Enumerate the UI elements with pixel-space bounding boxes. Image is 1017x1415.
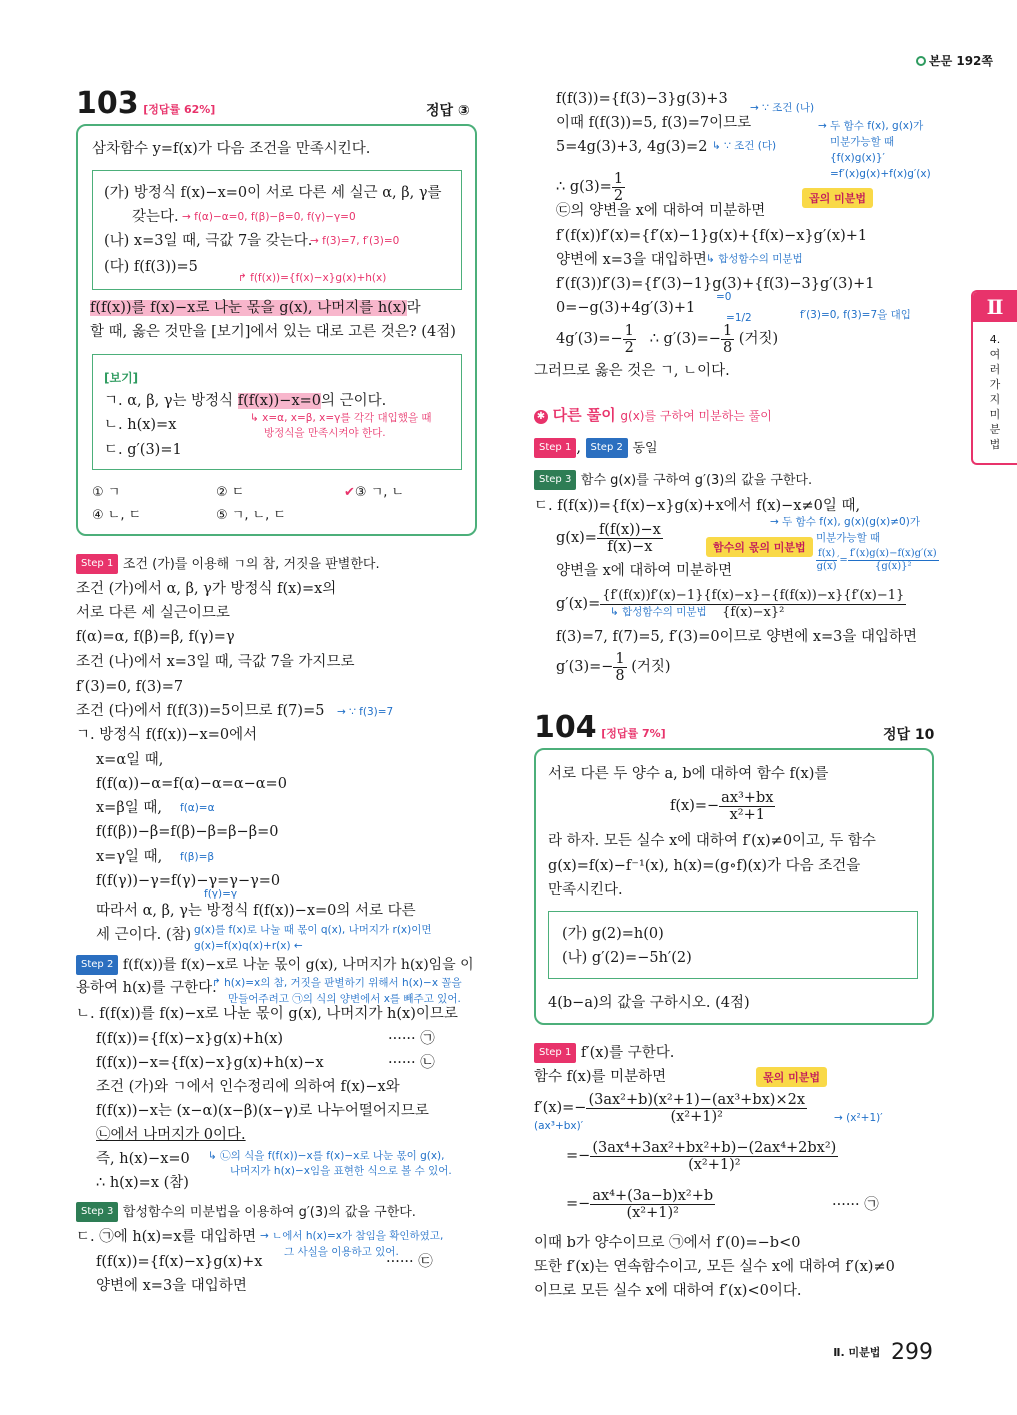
problem-103-header: [76, 86, 215, 121]
step1-line: ㄱ. 방정식 f(f(x))−x=0에서: [76, 727, 258, 743]
step1-note-fa: f(α)=α: [180, 802, 215, 814]
derivative-line-3: =− $\frac{\text{ax⁴+(3a−b)x²+b}}{\text{(x²+1)²}}$: [566, 1187, 714, 1221]
choice-4[interactable]: ④ ㄴ, ㄷ: [92, 508, 142, 523]
step2-line: 조건 (가)와 ㄱ에서 인수정리에 의하여 f(x)−x와: [96, 1079, 400, 1095]
problem-104-line: 서로 다른 두 양수 a, b에 대하여 함수 f(x)를: [548, 766, 829, 782]
derivative-note: → (x²+1)′: [834, 1112, 883, 1124]
step2-line: f(f(x))={f(x)−x}g(x)+h(x): [96, 1031, 284, 1047]
step1-line: x=α일 때,: [96, 752, 164, 768]
step2-line: ㉡에서 나머지가 0이다.: [96, 1127, 246, 1143]
chapter-tab: [971, 290, 1017, 465]
choice-5[interactable]: ⑤ ㄱ, ㄴ, ㄷ: [216, 508, 286, 523]
page-reference: 본문 192쪽: [916, 52, 993, 69]
solution-note: ↳ 합성함수의 미분법: [706, 253, 803, 265]
step1-heading: Step 1 조건 (가)를 이용해 ㄱ의 참, 거짓을 판별한다.: [76, 554, 380, 574]
solution-note: =1/2: [726, 312, 752, 324]
alt-line: f(3)=7, f(7)=5, f′(3)=0이므로 양변에 x=3을 대입하면: [556, 629, 918, 645]
equation-mark: ······ ㉠: [832, 1197, 879, 1213]
solution-note: → ∵ 조건 (나): [750, 102, 815, 114]
quotient-rule-tag: 함수의 몫의 미분법: [706, 537, 813, 557]
product-rule-note: → 두 함수 f(x), g(x)가: [818, 120, 924, 132]
product-rule-note: =f′(x)g(x)+f(x)g′(x): [830, 168, 931, 180]
condition-b-note: → f(3)=7, f′(3)=0: [310, 235, 400, 247]
page-number: 299: [891, 1340, 933, 1365]
step1-line: 함수 f(x)를 미분하면: [534, 1069, 667, 1085]
step1-line: f(f(α))−α=f(α)−α=α−α=0: [96, 776, 287, 792]
product-rule-tag: 곱의 미분법: [802, 188, 873, 208]
quotient-rule-note: 미분가능할 때: [816, 532, 881, 544]
footer-section: Ⅱ. 미분법: [833, 1346, 881, 1359]
step2-line: 즉, h(x)−x=0: [96, 1151, 190, 1167]
solution-line: f(f(3))={f(3)−3}g(3)+3: [556, 91, 728, 107]
condition-c-note: ↱ f(f(x))={f(x)−x}g(x)+h(x): [238, 272, 387, 284]
step1-line: f(α)=α, f(β)=β, f(γ)=γ: [76, 629, 235, 645]
problem-stem: f(f(x))를 f(x)−x로 나눈 몫을 g(x), 나머지를 h(x)라: [90, 300, 421, 316]
step3-line: 양변에 x=3을 대입하면: [96, 1278, 247, 1294]
step1-line: x=γ일 때,: [96, 849, 163, 865]
step2-line: ㄴ. f(f(x))를 f(x)−x로 나눈 몫이 g(x), 나머지가 h(x)이므로: [76, 1006, 458, 1022]
equation-mark-2: ······ ㉡: [388, 1055, 435, 1071]
condition-b: (나) x=3일 때, 극값 7을 갖는다.: [104, 233, 313, 249]
bogi-item-3: ㄷ. g′(3)=1: [104, 442, 182, 458]
step2-line: f(f(x))−x는 (x−α)(x−β)(x−γ)로 나누어떨어지므로: [96, 1103, 429, 1119]
step3-line: ㄷ. ㉠에 h(x)=x를 대입하면: [76, 1229, 257, 1245]
condition-a: (가) 방정식 f(x)−x=0이 서로 다른 세 실근 α, β, γ를: [104, 185, 442, 201]
equation-mark-1: ······ ㉠: [388, 1031, 435, 1047]
solution-line: 4g′(3)=− $\frac{1}{2}$ ∴ g′(3)=− $\frac{1}{8}$ (거짓): [556, 322, 779, 356]
step1-line: 또한 f′(x)는 연속함수이고, 모든 실수 x에 대하여 f′(x)≠0: [534, 1259, 895, 1275]
solution-line: f′(f(x))f′(x)={f′(x)−1}g(x)+{f(x)−x}g′(x)+1: [556, 228, 868, 244]
step3-heading: Step 3 합성함수의 미분법을 이용하여 g′(3)의 값을 구한다.: [76, 1202, 416, 1222]
derivative-line-2: =− $\frac{\text{(3ax⁴+3ax²+bx²+b)−(2ax⁴+2bx²)}}{\text{(x²+1)²}}$: [566, 1139, 837, 1173]
derivative-line-1: f′(x)=− $\frac{\text{(3ax²+b)(x²+1)−(ax³+bx)×2x}}{\text{(x²+1)²}}$: [534, 1091, 805, 1125]
step1-note-div2: g(x)=f(x)q(x)+r(x) ←: [194, 940, 303, 952]
step2-heading: Step 2 f(f(x))를 f(x)−x로 나눈 몫이 g(x), 나머지가 h(x)임을 이: [76, 955, 474, 975]
alt-step3-heading: Step 3 함수 g(x)를 구하여 g′(3)의 값을 구한다.: [534, 470, 812, 490]
step2-line: f(f(x))−x={f(x)−x}g(x)+h(x)−x: [96, 1055, 324, 1071]
quotient-rule-formula: $\frac{f(x)}{g(x)}$ ′= $\frac{f'(x)g(x)-f(x)g'(x)}{\text{\{g(x)\}²}}$: [816, 548, 937, 572]
condition-a-cont: 갖는다.: [132, 209, 179, 225]
problem-number: 103: [76, 86, 139, 121]
problem-104-line: g(x)=f(x)−f⁻¹(x), h(x)=(g∘f)(x)가 다음 조건을: [548, 858, 861, 874]
choice-1[interactable]: ① ㄱ: [92, 485, 121, 500]
solution-line: 5=4g(3)+3, 4g(3)=2: [556, 139, 708, 155]
step1-heading: Step 1 f′(x)를 구한다.: [534, 1043, 674, 1063]
check-mark-icon: ✔: [344, 485, 355, 500]
step2-note-1: ↱ h(x)=x의 참, 거짓을 판별하기 위해서 h(x)−x 꼴을: [212, 977, 462, 989]
problem-104-header: [534, 710, 666, 745]
chapter-roman: Ⅱ: [973, 292, 1017, 322]
problem-number: 104: [534, 710, 597, 745]
solution-conclusion: 그러므로 옳은 것은 ㄱ, ㄴ이다.: [534, 363, 730, 379]
product-rule-note: {f(x)g(x)}′: [830, 152, 885, 164]
derivative-note: (ax³+bx)′: [534, 1120, 584, 1132]
step1-line: 따라서 α, β, γ는 방정식 f(f(x))−x=0의 서로 다른: [96, 903, 416, 919]
step1-note-fb: f(β)=β: [180, 851, 215, 863]
step1-note-fg: f(γ)=γ: [204, 888, 238, 900]
accuracy-rate: [정답률 7%]: [601, 727, 666, 740]
solution-line: ㉢의 양변을 x에 대하여 미분하면: [556, 203, 766, 219]
alt-solution-heading: ✱ 다른 풀이 g(x)를 구하여 미분하는 풀이: [534, 406, 772, 425]
accuracy-rate: [정답률 62%]: [143, 103, 216, 116]
problem-104-function: f(x)=− $\frac{\text{ax³+bx}}{\text{x²+1}}$: [670, 789, 774, 823]
bogi-item-2: ㄴ. h(x)=x: [104, 417, 177, 433]
step1-line: 조건 (가)에서 α, β, γ가 방정식 f(x)=x의: [76, 581, 337, 597]
solution-line: 0=−g(3)+4g′(3)+1: [556, 300, 696, 316]
solution-line: f′(f(3))f′(3)={f′(3)−1}g(3)+{f(3)−3}g′(3)+1: [556, 276, 875, 292]
step1-line: 조건 (다)에서 f(f(3))=5이므로 f(7)=5: [76, 703, 325, 719]
step2-note-2: 만들어주려고 ㉠의 식의 양변에서 x를 빼주고 있어.: [228, 993, 461, 1005]
alt-result: g′(3)=− $\frac{1}{8}$ (거짓): [556, 650, 671, 684]
condition-b: (나) g′(2)=−5h′(2): [562, 950, 692, 966]
alt-gprime-equation: g′(x)= $\frac{\{f'(f(x))f'(x)-1\}\{f(x)-x\}-\{f(f(x))-x\}\{f'(x)-1\}}{\text{\{f(x)−x\}²}}$: [556, 587, 905, 620]
step1-line: 이때 b가 양수이므로 ㉠에서 f′(0)=−b<0: [534, 1235, 801, 1251]
product-rule-note: 미분가능할 때: [830, 136, 895, 148]
step1-line: 이므로 모든 실수 x에 대하여 f′(x)<0이다.: [534, 1283, 802, 1299]
alt-note: ↳ 합성함수의 미분법: [610, 606, 707, 618]
alt-line: 양변을 x에 대하여 미분하면: [556, 563, 733, 579]
step1-line: 조건 (나)에서 x=3일 때, 극값 7을 가지므로: [76, 654, 355, 670]
solution-note: f′(3)=0, f(3)=7을 대입: [800, 309, 911, 321]
solution-note: =0: [716, 291, 732, 303]
choice-3[interactable]: ✔③ ㄱ, ㄴ: [344, 485, 405, 500]
step3-note-2: 그 사실을 이용하고 있어.: [284, 1246, 399, 1258]
problem-104-line: 만족시킨다.: [548, 882, 623, 898]
step2-heading-cont: 용하여 h(x)를 구한다.: [76, 980, 217, 996]
step1-note-div1: g(x)를 f(x)로 나눌 때 몫이 q(x), 나머지가 r(x)이면: [194, 924, 432, 936]
problem-104-question: 4(b−a)의 값을 구하시오. (4점): [548, 995, 750, 1011]
step1-line: f′(3)=0, f(3)=7: [76, 679, 184, 695]
step1-line: f(f(β))−β=f(β)−β=β−β=0: [96, 824, 279, 840]
step1-line: f(f(γ))−γ=f(γ)−γ=γ−γ=0: [96, 873, 281, 889]
step2-note-3: ↳ ㉡의 식을 f(f(x))−x를 f(x)−x로 나눈 몫이 g(x),: [208, 1150, 445, 1162]
answer-label: 정답 ③: [426, 103, 470, 119]
equation-mark-3: ······ ㉢: [386, 1254, 433, 1270]
step2-line: ∴ h(x)=x (참): [96, 1175, 189, 1191]
bogi-title: [보기]: [104, 371, 139, 385]
condition-a: (가) g(2)=h(0): [562, 926, 664, 942]
circle-icon: [916, 56, 926, 66]
step3-note-1: → ㄴ에서 h(x)=x가 참임을 확인하였고,: [260, 1230, 444, 1242]
conditions-box: [548, 911, 918, 979]
problem-stem-2: 할 때, 옳은 것만을 [보기]에서 있는 대로 고른 것은? (4점): [90, 324, 456, 340]
condition-a-note: → f(α)−α=0, f(β)−β=0, f(γ)−γ=0: [182, 211, 356, 223]
answer-label: 정답 10: [883, 727, 935, 743]
step3-line: f(f(x))={f(x)−x}g(x)+x: [96, 1254, 263, 1270]
solution-note: ↳ ∵ 조건 (다): [712, 140, 777, 152]
step2-note-4: 나머지가 h(x)−x임을 표현한 식으로 볼 수 있어.: [230, 1165, 452, 1177]
quotient-rule-tag: 몫의 미분법: [756, 1067, 827, 1087]
solution-line: 이때 f(f(3))=5, f(3)=7이므로: [556, 115, 752, 131]
star-icon: ✱: [534, 410, 548, 424]
step1-note-f3: → ∵ f(3)=7: [337, 706, 394, 718]
solution-line: 양변에 x=3을 대입하면: [556, 252, 707, 268]
step1-line: x=β일 때,: [96, 800, 162, 816]
problem-104-line: 라 하자. 모든 실수 x에 대하여 f′(x)≠0이고, 두 함수: [548, 833, 876, 849]
bogi-note-1: ↳ x=α, x=β, x=γ를 각각 대입했을 때: [250, 412, 432, 424]
alt-line: ㄷ. f(f(x))={f(x)−x}g(x)+x에서 f(x)−x≠0일 때,: [534, 498, 861, 514]
bogi-note-2: 방정식을 만족시켜야 한다.: [264, 427, 386, 439]
page-footer: [833, 1340, 933, 1365]
choice-2[interactable]: ② ㄷ: [216, 485, 245, 500]
step1-line: 서로 다른 세 실근이므로: [76, 605, 230, 621]
chapter-title: 4. 여러 가지 미분법: [989, 333, 1001, 451]
step1-line: 세 근이다. (참): [96, 927, 192, 943]
condition-c: (다) f(f(3))=5: [104, 259, 198, 275]
quotient-rule-note: → 두 함수 f(x), g(x)(g(x)≠0)가: [770, 516, 920, 528]
problem-intro: 삼차함수 y=f(x)가 다음 조건을 만족시킨다.: [92, 141, 371, 157]
solution-line: ∴ g(3)= $\frac{1}{2}$: [556, 170, 624, 204]
alt-g-equation: g(x)= $\frac{f(f(x))-x}{f(x)-x}$: [556, 521, 661, 555]
bogi-item-1: ㄱ. α, β, γ는 방정식 f(f(x))−x=0의 근이다.: [104, 393, 387, 409]
alt-steps-same: Step 1 , Step 2 동일: [534, 438, 658, 458]
